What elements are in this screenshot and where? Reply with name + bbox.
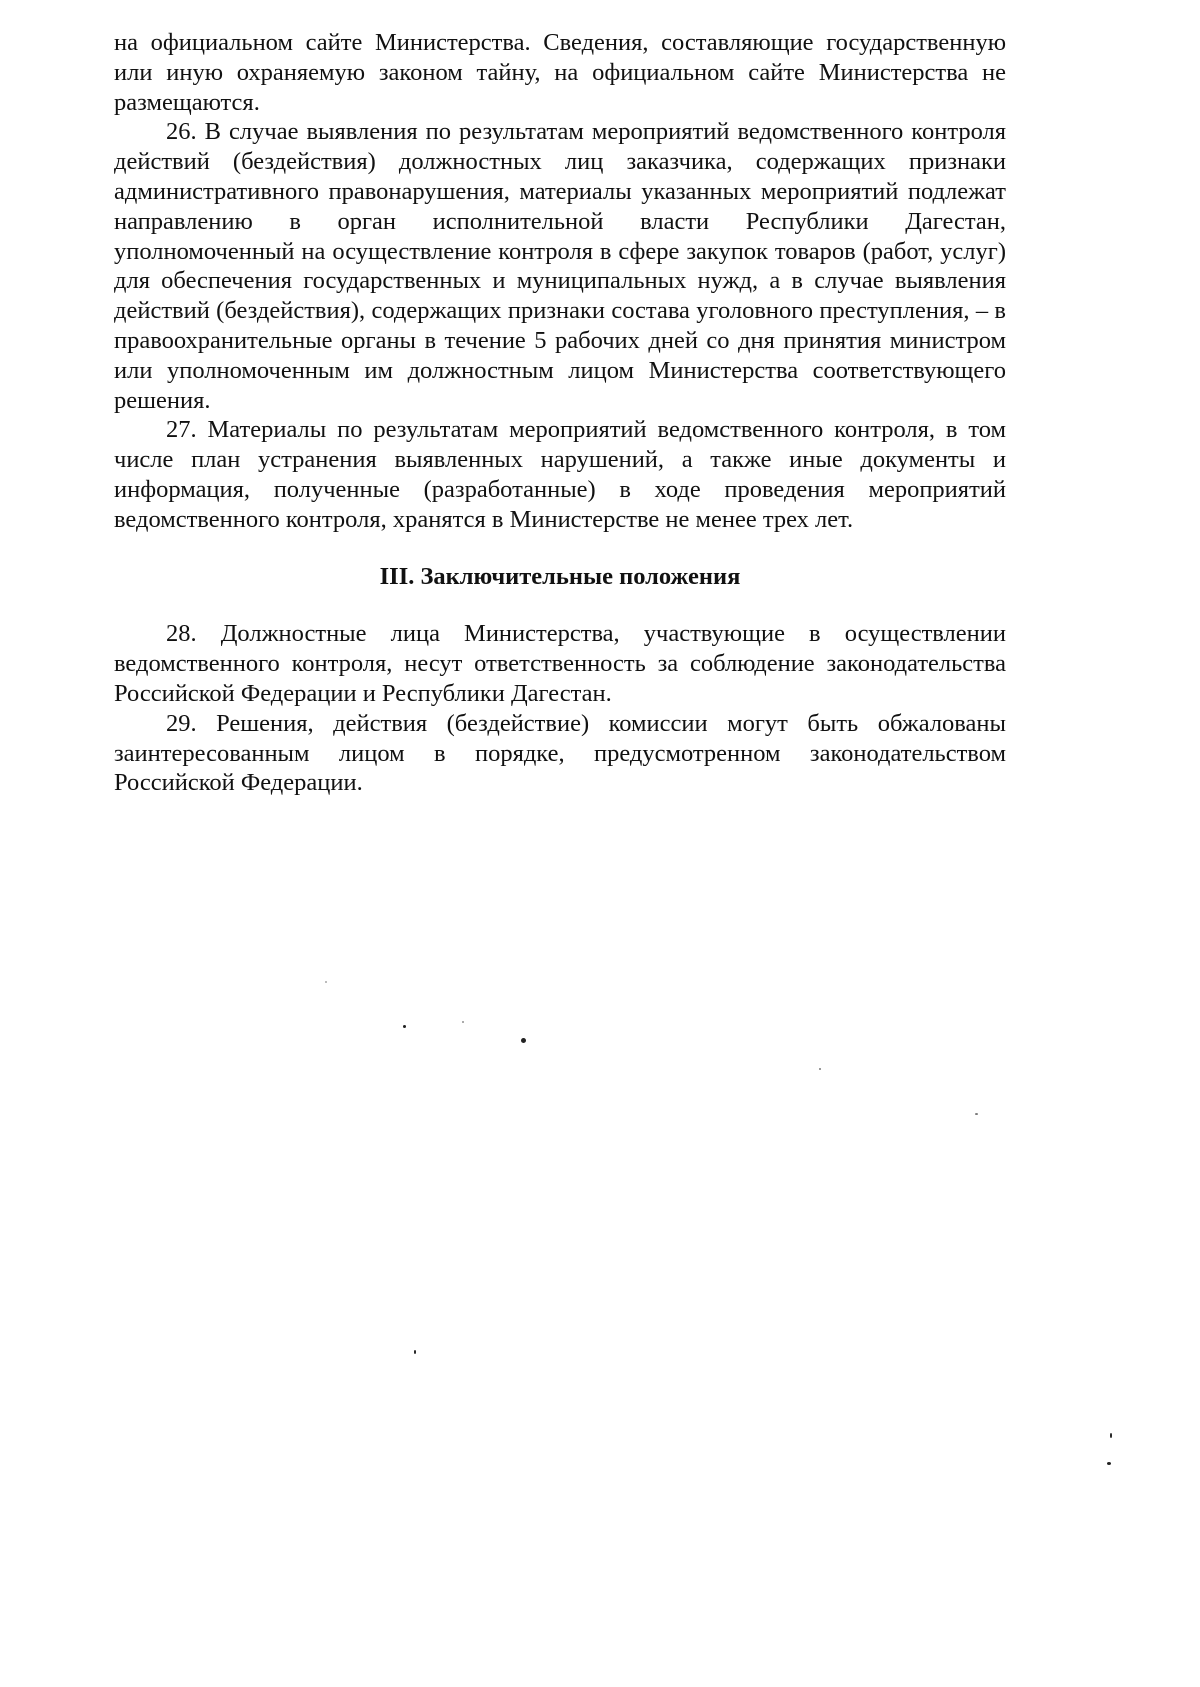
- paragraph-28: 28. Должностные лица Министерства, участвующие в осуществлении ведомственного контроля, несут ответственность за соблюдение законодательства Российской Федерации и Республики Дагестан.: [114, 620, 1006, 707]
- scan-speck: [975, 1113, 978, 1115]
- paragraph-26: 26. В случае выявления по результатам мероприятий ведомственного контроля действий (бездействия) должностных лиц заказчика, содержащих признаки административного правонарушения, материалы указанных мероприятий подлежат направлению в орган исполнительной власти Республики Дагестан, уполномоченный на осуществление контроля в сфере закупок товаров (работ, услуг) для обеспечения государственных и муниципальных нужд, а в случае выявления действий (бездействия), содержащих признаки состава уголовного преступления, – в правоохранительные органы в течение 5 рабочих дней со дня принятия министром или уполномоченным им должностным лицом Министерства соответствующего решения.: [114, 118, 1006, 414]
- scan-speck: [1110, 1433, 1112, 1438]
- scan-speck: [1107, 1462, 1111, 1465]
- paragraph-29: 29. Решения, действия (бездействие) комиссии могут быть обжалованы заинтересованным лицом в порядке, предусмотренном законодательством Российской Федерации.: [114, 709, 1006, 797]
- scan-speck: [819, 1068, 821, 1070]
- document-body: [114, 28, 1006, 798]
- scan-speck: [462, 1021, 464, 1023]
- paragraph-27: 27. Материалы по результатам мероприятий ведомственного контроля, в том числе план устранения выявленных нарушений, а также иные документы и информация, полученные (разработанные) в ходе проведения мероприятий ведомственного контроля, хранятся в Министерстве не менее трех лет.: [114, 416, 1006, 533]
- scan-speck: [414, 1350, 416, 1354]
- scan-speck: [403, 1025, 406, 1028]
- scan-speck: [325, 981, 327, 983]
- scan-speck: [521, 1038, 526, 1043]
- paragraph-continuation: на официальном сайте Министерства. Сведения, составляющие государственную или иную охраняемую законом тайну, на официальном сайте Министерства не размещаются.: [114, 29, 1006, 116]
- section-heading: III. Заключительные положения: [379, 562, 741, 590]
